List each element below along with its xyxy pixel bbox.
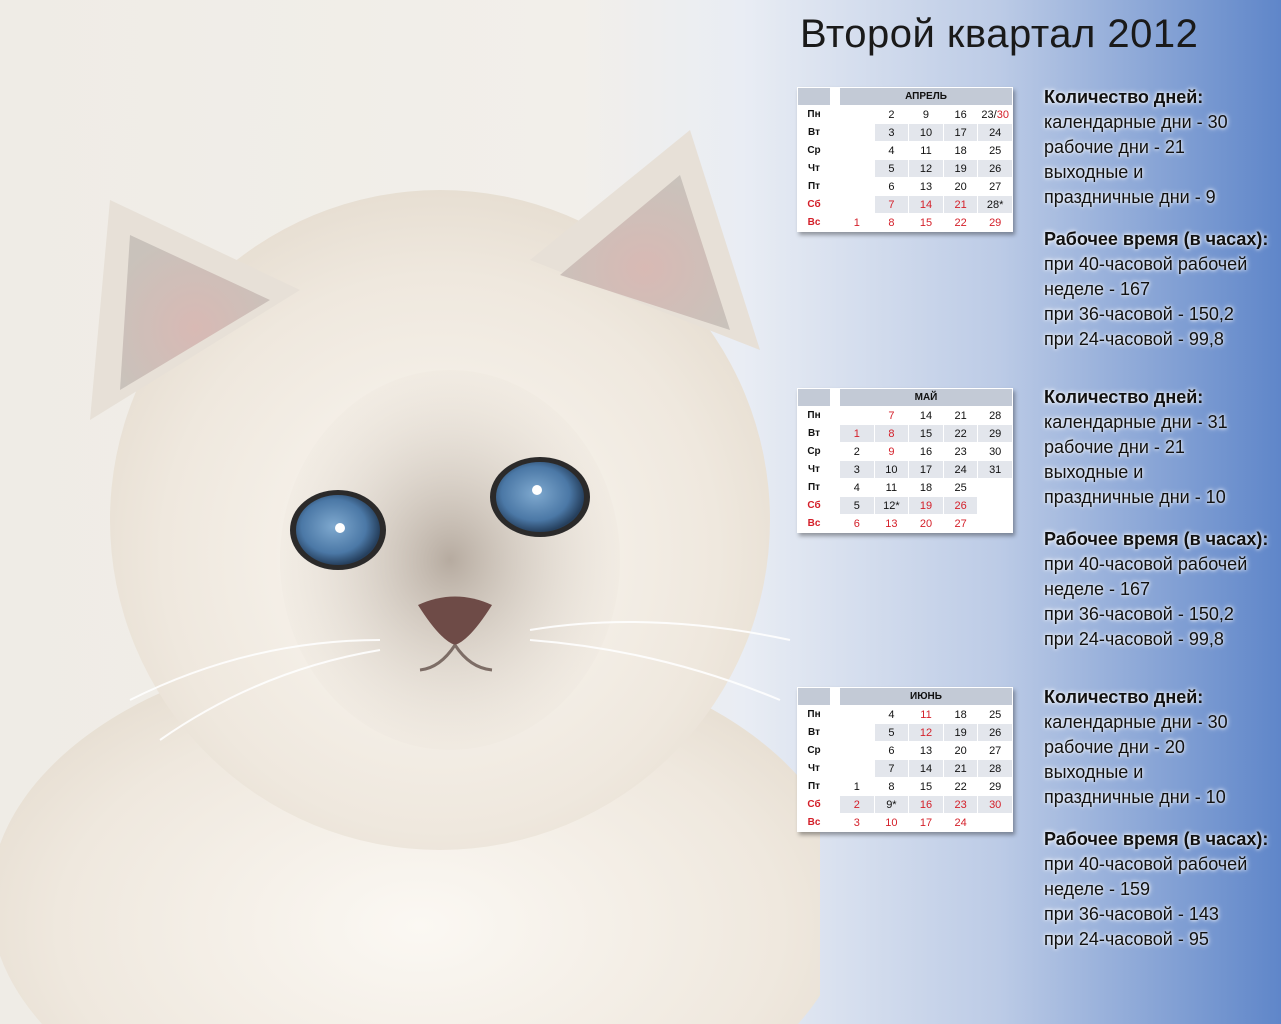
row-gap	[831, 214, 840, 232]
day-cell: 1	[840, 214, 875, 232]
day-cell	[840, 178, 875, 196]
day-cell: 16	[943, 106, 978, 124]
row-gap	[831, 443, 840, 461]
row-gap	[831, 760, 840, 778]
day-cell: 16	[909, 443, 944, 461]
day-cell: 7	[874, 196, 909, 214]
day-cell: 13	[909, 742, 944, 760]
day-cell: 10	[874, 814, 909, 832]
off-days-line1: выходные и	[1044, 762, 1144, 782]
hours-40-line2: неделе - 167	[1044, 579, 1151, 599]
day-cell: 9	[909, 106, 944, 124]
day-cell: 1	[840, 425, 875, 443]
day-cell	[840, 742, 875, 760]
day-cell: 2	[874, 106, 909, 124]
day-cell: 13	[909, 178, 944, 196]
hours-36: при 36-часовой - 150,2	[1044, 304, 1234, 324]
day-cell: 14	[909, 760, 944, 778]
calendar-days: календарные дни - 30	[1044, 112, 1228, 132]
day-cell: 19	[909, 497, 944, 515]
day-cell: 20	[943, 178, 978, 196]
day-cell	[840, 760, 875, 778]
calendar-june	[797, 687, 1013, 832]
days-count-block	[1044, 685, 1274, 810]
day-cell: 15	[909, 214, 944, 232]
day-cell: 16	[909, 796, 944, 814]
day-cell: 12	[909, 724, 944, 742]
calendar-days: календарные дни - 31	[1044, 412, 1228, 432]
weekday-label: Ср	[798, 142, 831, 160]
day-cell: 1	[840, 778, 875, 796]
hours-40-line1: при 40-часовой рабочей	[1044, 254, 1248, 274]
day-cell: 8	[874, 214, 909, 232]
off-days-line2: праздничные дни - 10	[1044, 487, 1226, 507]
day-cell: 10	[874, 461, 909, 479]
work-hours-block	[1044, 527, 1274, 652]
day-cell: 22	[943, 214, 978, 232]
day-cell: 9	[874, 443, 909, 461]
week-row	[798, 407, 1013, 425]
day-cell: 8	[874, 425, 909, 443]
day-cell: 7	[874, 760, 909, 778]
week-row	[798, 425, 1013, 443]
work-days: рабочие дни - 20	[1044, 737, 1185, 757]
week-row	[798, 778, 1013, 796]
day-cell: 27	[978, 742, 1013, 760]
month-name: ИЮНЬ	[840, 688, 1013, 706]
day-cell: 3	[840, 814, 875, 832]
day-cell: 30	[978, 443, 1013, 461]
day-cell: 7	[874, 407, 909, 425]
hours-24: при 24-часовой - 95	[1044, 929, 1209, 949]
calendar-may	[797, 388, 1013, 533]
week-row	[798, 760, 1013, 778]
day-cell: 24	[943, 461, 978, 479]
day-cell	[978, 479, 1013, 497]
day-cell: 14	[909, 196, 944, 214]
day-part-holiday: 30	[996, 108, 1009, 121]
week-row	[798, 106, 1013, 124]
day-cell	[978, 497, 1013, 515]
weekday-label: Вт	[798, 425, 831, 443]
page-title: Второй квартал 2012	[800, 12, 1199, 56]
day-cell: 11	[874, 479, 909, 497]
row-gap	[831, 425, 840, 443]
day-cell: 19	[943, 160, 978, 178]
row-gap	[831, 407, 840, 425]
row-gap	[831, 479, 840, 497]
day-cell	[840, 142, 875, 160]
day-cell: 22	[943, 778, 978, 796]
hours-40-line1: при 40-часовой рабочей	[1044, 554, 1248, 574]
day-cell	[840, 724, 875, 742]
row-gap	[831, 724, 840, 742]
day-cell: 29	[978, 778, 1013, 796]
day-cell: 25	[978, 142, 1013, 160]
day-cell: 27	[943, 515, 978, 533]
day-cell	[840, 706, 875, 724]
day-cell: 15	[909, 778, 944, 796]
weekday-label: Вс	[798, 214, 831, 232]
day-cell	[840, 124, 875, 142]
day-cell: 26	[978, 724, 1013, 742]
day-cell: 22	[943, 425, 978, 443]
day-cell: 23	[943, 443, 978, 461]
week-row	[798, 196, 1013, 214]
hours-40-line1: при 40-часовой рабочей	[1044, 854, 1248, 874]
day-cell	[840, 407, 875, 425]
day-cell: 26	[943, 497, 978, 515]
row-gap	[831, 196, 840, 214]
hours-24: при 24-часовой - 99,8	[1044, 329, 1224, 349]
day-cell: 2	[840, 443, 875, 461]
days-count-block	[1044, 85, 1274, 210]
row-gap	[831, 106, 840, 124]
day-cell: 27	[978, 178, 1013, 196]
day-cell: 9*	[874, 796, 909, 814]
hours-36: при 36-часовой - 150,2	[1044, 604, 1234, 624]
day-cell: 18	[943, 142, 978, 160]
weekday-label: Чт	[798, 760, 831, 778]
weekday-label: Вс	[798, 515, 831, 533]
day-cell: 14	[909, 407, 944, 425]
weekday-label: Пн	[798, 407, 831, 425]
off-days-line2: праздничные дни - 10	[1044, 787, 1226, 807]
weekday-label: Чт	[798, 461, 831, 479]
day-cell: 28	[978, 407, 1013, 425]
day-cell: 17	[943, 124, 978, 142]
off-days-line1: выходные и	[1044, 162, 1144, 182]
row-gap	[831, 124, 840, 142]
weekday-label: Вт	[798, 124, 831, 142]
day-cell: 2	[840, 796, 875, 814]
week-row	[798, 706, 1013, 724]
day-cell: 24	[978, 124, 1013, 142]
hours-40-line2: неделе - 159	[1044, 879, 1151, 899]
day-cell	[840, 106, 875, 124]
hours-24: при 24-часовой - 99,8	[1044, 629, 1224, 649]
day-cell: 4	[840, 479, 875, 497]
row-gap	[831, 461, 840, 479]
weekday-label: Вс	[798, 814, 831, 832]
weekday-label: Сб	[798, 196, 831, 214]
weekday-label: Пт	[798, 479, 831, 497]
row-gap	[831, 778, 840, 796]
day-cell: 8	[874, 778, 909, 796]
day-cell: 10	[909, 124, 944, 142]
day-cell: 21	[943, 407, 978, 425]
day-cell: 20	[943, 742, 978, 760]
row-gap	[831, 142, 840, 160]
day-cell: 29	[978, 425, 1013, 443]
days-count-heading: Количество дней:	[1044, 687, 1204, 707]
day-cell: 17	[909, 461, 944, 479]
stats-june	[1044, 685, 1274, 969]
header-corner	[798, 88, 831, 106]
day-cell: 12*	[874, 497, 909, 515]
day-cell: 3	[874, 124, 909, 142]
hours-36: при 36-часовой - 143	[1044, 904, 1219, 924]
row-gap	[831, 515, 840, 533]
week-row	[798, 814, 1013, 832]
work-hours-block	[1044, 827, 1274, 952]
header-gap	[831, 389, 840, 407]
day-cell: 29	[978, 214, 1013, 232]
weekday-label: Ср	[798, 443, 831, 461]
day-cell: 17	[909, 814, 944, 832]
work-hours-heading: Рабочее время (в часах):	[1044, 229, 1269, 249]
row-gap	[831, 160, 840, 178]
day-cell: 18	[943, 706, 978, 724]
header-gap	[831, 688, 840, 706]
off-days-line1: выходные и	[1044, 462, 1144, 482]
week-row	[798, 124, 1013, 142]
day-cell: 23	[943, 796, 978, 814]
day-cell: 21	[943, 760, 978, 778]
weekday-label: Пт	[798, 178, 831, 196]
week-row	[798, 742, 1013, 760]
calendar-april	[797, 87, 1013, 232]
header-corner	[798, 688, 831, 706]
weekday-label: Пн	[798, 706, 831, 724]
work-hours-block	[1044, 227, 1274, 352]
header-gap	[831, 88, 840, 106]
stats-april	[1044, 85, 1274, 369]
day-cell: 28	[978, 760, 1013, 778]
work-hours-heading: Рабочее время (в часах):	[1044, 529, 1269, 549]
day-cell: 15	[909, 425, 944, 443]
week-row	[798, 142, 1013, 160]
row-gap	[831, 814, 840, 832]
day-cell: 6	[874, 178, 909, 196]
week-row	[798, 461, 1013, 479]
weekday-label: Чт	[798, 160, 831, 178]
row-gap	[831, 742, 840, 760]
week-row	[798, 479, 1013, 497]
row-gap	[831, 796, 840, 814]
week-row	[798, 443, 1013, 461]
days-count-block	[1044, 385, 1274, 510]
day-cell: 21	[943, 196, 978, 214]
day-cell: 28*	[978, 196, 1013, 214]
row-gap	[831, 497, 840, 515]
row-gap	[831, 178, 840, 196]
weekday-label: Пн	[798, 106, 831, 124]
calendar-days: календарные дни - 30	[1044, 712, 1228, 732]
week-row	[798, 497, 1013, 515]
day-cell: 26	[978, 160, 1013, 178]
day-cell	[978, 515, 1013, 533]
day-cell: 5	[840, 497, 875, 515]
week-row	[798, 796, 1013, 814]
days-count-heading: Количество дней:	[1044, 387, 1204, 407]
stats-may	[1044, 385, 1274, 669]
week-row	[798, 178, 1013, 196]
month-name: МАЙ	[840, 389, 1013, 407]
weekday-label: Пт	[798, 778, 831, 796]
weekday-label: Сб	[798, 497, 831, 515]
days-count-heading: Количество дней:	[1044, 87, 1204, 107]
day-cell: 6	[874, 742, 909, 760]
week-row	[798, 214, 1013, 232]
row-gap	[831, 706, 840, 724]
day-cell: 24	[943, 814, 978, 832]
day-cell: 18	[909, 479, 944, 497]
day-cell: 4	[874, 706, 909, 724]
calendar-table	[797, 687, 1013, 832]
calendar-table	[797, 388, 1013, 533]
day-part: 23/	[981, 108, 997, 121]
day-cell: 31	[978, 461, 1013, 479]
day-cell: 6	[840, 515, 875, 533]
day-cell: 5	[874, 160, 909, 178]
day-cell: 25	[943, 479, 978, 497]
day-cell	[840, 160, 875, 178]
weekday-label: Вт	[798, 724, 831, 742]
weekday-label: Ср	[798, 742, 831, 760]
week-row	[798, 160, 1013, 178]
day-cell: 3	[840, 461, 875, 479]
header-corner	[798, 389, 831, 407]
work-days: рабочие дни - 21	[1044, 437, 1185, 457]
day-cell: 11	[909, 142, 944, 160]
week-row	[798, 724, 1013, 742]
day-cell: 19	[943, 724, 978, 742]
day-cell: 13	[874, 515, 909, 533]
day-cell: 12	[909, 160, 944, 178]
day-cell: 30	[978, 796, 1013, 814]
weekday-label: Сб	[798, 796, 831, 814]
day-cell: 11	[909, 706, 944, 724]
day-cell	[978, 814, 1013, 832]
work-hours-heading: Рабочее время (в часах):	[1044, 829, 1269, 849]
calendar-table	[797, 87, 1013, 232]
hours-40-line2: неделе - 167	[1044, 279, 1151, 299]
day-cell	[978, 106, 1013, 124]
month-name: АПРЕЛЬ	[840, 88, 1013, 106]
week-row	[798, 515, 1013, 533]
day-cell: 4	[874, 142, 909, 160]
off-days-line2: праздничные дни - 9	[1044, 187, 1216, 207]
work-days: рабочие дни - 21	[1044, 137, 1185, 157]
day-cell	[840, 196, 875, 214]
day-cell: 20	[909, 515, 944, 533]
day-cell: 25	[978, 706, 1013, 724]
day-cell: 5	[874, 724, 909, 742]
